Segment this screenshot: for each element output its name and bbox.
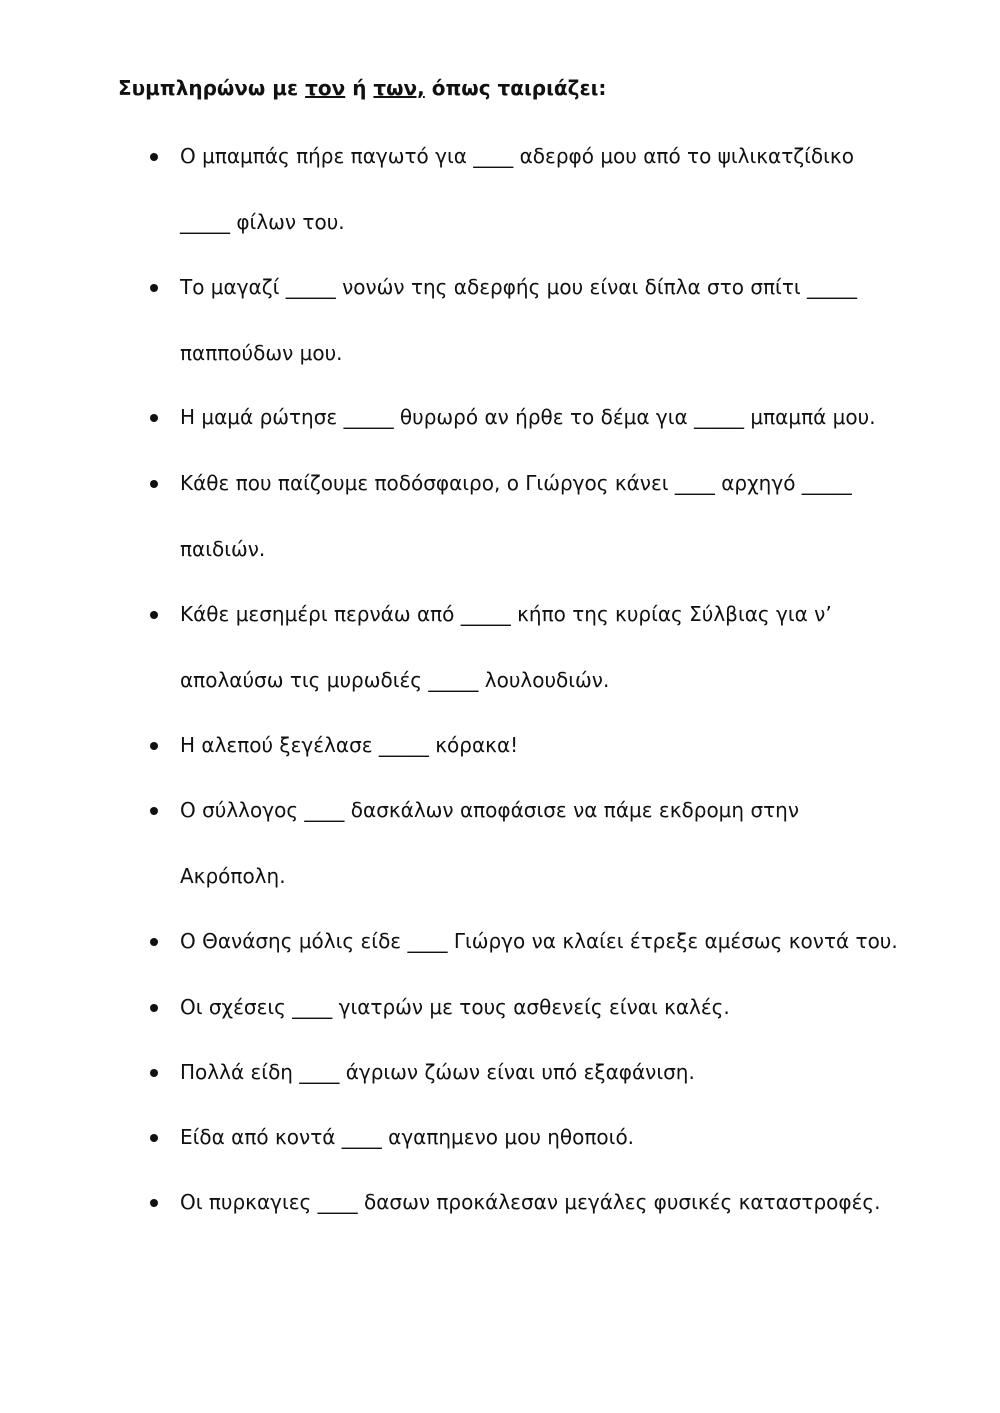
exercise-line: Το μαγαζί _____ νονών της αδερφής μου είναι δίπλα στο σπίτι _____ — [180, 275, 857, 299]
exercise-line: Ο σύλλογος ____ δασκάλων αποφάσισε να πάμε εκδρομη στην — [180, 798, 800, 822]
bullet-icon — [150, 153, 158, 161]
exercise-line: Ο μπαμπάς πήρε παγωτό για ____ αδερφό μου από το ψιλικατζίδικο — [180, 144, 854, 168]
instruction-title — [118, 76, 606, 100]
bullet-icon — [150, 807, 158, 815]
bullet-icon — [150, 1069, 158, 1077]
exercise-line: Η αλεπού ξεγέλασε _____ κόρακα! — [180, 733, 519, 757]
exercise-line: απολαύσω τις μυρωδιές _____ λουλουδιών. — [180, 668, 610, 692]
exercise-line: Κάθε μεσημέρι περνάω από _____ κήπο της κυρίας Σύλβιας για ν’ — [180, 602, 832, 626]
title-word-ton: τον — [305, 76, 346, 100]
bullet-icon — [150, 611, 158, 619]
exercise-line: παππούδων μου. — [180, 341, 343, 365]
bullet-icon — [150, 1004, 158, 1012]
bullet-icon — [150, 1199, 158, 1207]
exercise-line: Οι σχέσεις ____ γιατρών με τους ασθενείς είναι καλές. — [180, 995, 730, 1019]
title-word-ton-plural: των, — [373, 76, 425, 100]
exercise-line: Ακρόπολη. — [180, 864, 286, 888]
exercise-line: Πολλά είδη ____ άγριων ζώων είναι υπό εξαφάνιση. — [180, 1060, 695, 1084]
bullet-icon — [150, 414, 158, 422]
title-text: Συμπληρώνω με — [118, 76, 306, 100]
bullet-icon — [150, 284, 158, 292]
exercise-line: Είδα από κοντά ____ αγαπημενο μου ηθοποιό. — [180, 1125, 635, 1149]
title-text: ή — [345, 76, 374, 100]
exercise-line: παιδιών. — [180, 537, 266, 561]
exercise-line: _____ φίλων του. — [180, 210, 345, 234]
title-text: όπως ταιριάζει: — [424, 76, 607, 100]
bullet-icon — [150, 938, 158, 946]
exercise-line: Κάθε που παίζουμε ποδόσφαιρο, ο Γιώργος κάνει ____ αρχηγό _____ — [180, 471, 852, 495]
bullet-icon — [150, 742, 158, 750]
bullet-icon — [150, 1134, 158, 1142]
exercise-line: Ο Θανάσης μόλις είδε ____ Γιώργο να κλαίει έτρεξε αμέσως κοντά του. — [180, 929, 898, 953]
bullet-icon — [150, 480, 158, 488]
exercise-line: Οι πυρκαγιες ____ δασων προκάλεσαν μεγάλες φυσικές καταστροφές. — [180, 1190, 881, 1214]
exercise-line: Η μαμά ρώτησε _____ θυρωρό αν ήρθε το δέμα για _____ μπαμπά μου. — [180, 405, 876, 429]
